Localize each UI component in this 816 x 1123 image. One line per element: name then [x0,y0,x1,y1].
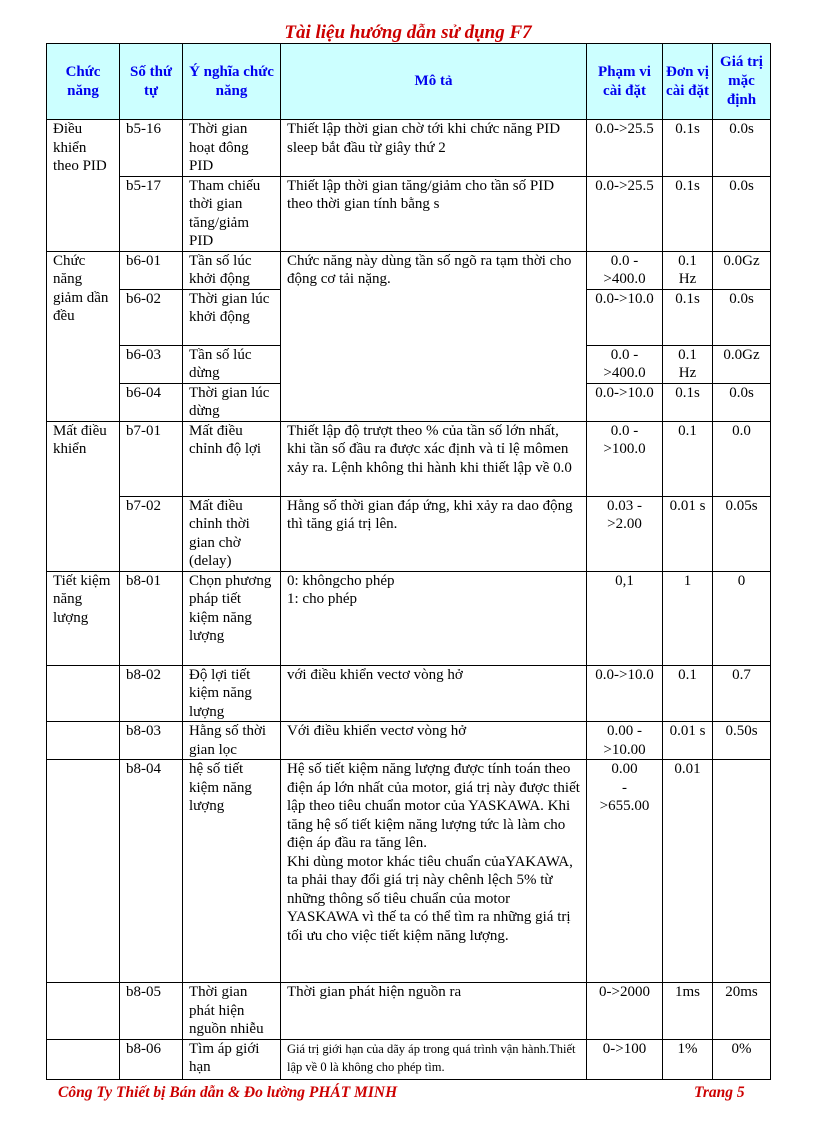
param-range: 0.0->10.0 [587,383,663,421]
param-meaning: Chọn phương pháp tiết kiệm năng lượng [183,571,281,665]
param-default: 0.0Gz [713,251,771,289]
param-range: 0,1 [587,571,663,665]
group-cell: Điều khiển theo PID [47,120,120,252]
group-cell-continued [47,983,120,1040]
group-cell-continued [47,722,120,760]
param-code: b8-04 [120,760,183,983]
table-header-row [47,44,771,120]
param-default: 0.0 [713,421,771,496]
param-meaning: Thời gian phát hiện nguồn nhiễu [183,983,281,1040]
param-range: 0.03 ->2.00 [587,496,663,571]
param-range: 0.0->25.5 [587,120,663,177]
group-cell: Chức năng giảm dần đều [47,251,120,421]
param-code: b8-02 [120,665,183,722]
param-range: 0.0 ->400.0 [587,345,663,383]
param-meaning: Độ lợi tiết kiệm năng lượng [183,665,281,722]
param-code: b6-04 [120,383,183,421]
param-meaning: Tần số lúc dừng [183,345,281,383]
group-cell-continued [47,665,120,722]
table-row [47,983,771,1040]
param-code: b5-16 [120,120,183,177]
param-range: 0->100 [587,1039,663,1079]
table-row [47,421,771,496]
param-meaning: Mất điều chỉnh độ lợi [183,421,281,496]
param-range [587,760,663,983]
param-default: 0.0s [713,120,771,177]
col-header-index: Số thứ tự [120,44,183,120]
table-row [47,496,771,571]
param-default: 0.0s [713,176,771,251]
desc-paragraph: Khi dùng motor khác tiêu chuẩn củaYAKAWA, ta phải thay đổi giá trị này chênh lệch 5% từ những thông số tiêu chuẩn của motor YASKAWA vì thế ta có thể tìm ra những giá trị tối ưu cho việc tiết kiệm năng lượng. [287,853,573,944]
param-unit: 0.01 [663,760,713,983]
param-unit: 0.1 [663,665,713,722]
param-range: 0->2000 [587,983,663,1040]
param-meaning: hệ số tiết kiệm năng lượng [183,760,281,983]
param-code: b6-03 [120,345,183,383]
param-default: 0.7 [713,665,771,722]
param-unit: 0.1s [663,120,713,177]
table-row [47,571,771,665]
table-row [47,760,771,983]
param-unit: 1% [663,1039,713,1079]
col-header-unit: Đơn vị cài đặt [663,44,713,120]
range-line: - [622,779,627,796]
param-description [281,571,587,665]
param-unit: 0.1 Hz [663,251,713,289]
param-code: b8-06 [120,1039,183,1079]
param-description: Chức năng này dùng tần số ngõ ra tạm thời cho động cơ tải nặng. [281,251,587,421]
col-header-function: Chức năng [47,44,120,120]
param-code: b7-02 [120,496,183,571]
param-default: 0.05s [713,496,771,571]
col-header-description: Mô tả [281,44,587,120]
parameter-table [46,43,771,1080]
param-description: Với điều khiển vectơ vòng hở [281,722,587,760]
param-unit: 0.1s [663,176,713,251]
param-unit: 0.1s [663,383,713,421]
param-code: b7-01 [120,421,183,496]
param-meaning: Thời gian lúc khởi động [183,289,281,345]
param-code: b6-01 [120,251,183,289]
param-range: 0.0->10.0 [587,665,663,722]
param-description: Thiết lập thời gian tăng/giảm cho tần số PID theo thời gian tính bằng s [281,176,587,251]
param-meaning: Tham chiếu thời gian tăng/giảm PID [183,176,281,251]
param-range: 0.0 ->100.0 [587,421,663,496]
col-header-default: Giá trị mặc định [713,44,771,120]
param-range: 0.00 ->10.00 [587,722,663,760]
table-row [47,176,771,251]
param-default: 0% [713,1039,771,1079]
param-unit: 1 [663,571,713,665]
table-row [47,722,771,760]
col-header-meaning: Ý nghĩa chức năng [183,44,281,120]
param-meaning: Mất điều chỉnh thời gian chờ (delay) [183,496,281,571]
group-cell: Tiết kiệm năng lượng [47,571,120,665]
param-description: Thiết lập thời gian chờ tới khi chức năng PID sleep bắt đầu từ giây thứ 2 [281,120,587,177]
table-row [47,665,771,722]
param-unit: 1ms [663,983,713,1040]
param-description: Thời gian phát hiện nguồn ra [281,983,587,1040]
param-description: Thiết lập độ trượt theo % của tần số lớn nhất, khi tần số đầu ra được xác định và tỉ lệ mômen xảy ra. Lệnh không thi hành khi thiết lập về 0.0 [281,421,587,496]
group-cell: Mất điều khiển [47,421,120,571]
param-unit: 0.1s [663,289,713,345]
desc-line: 1: cho phép [287,591,357,607]
param-default: 0.0Gz [713,345,771,383]
param-default [713,760,771,983]
param-meaning: Tìm áp giới hạn [183,1039,281,1079]
param-range: 0.0->10.0 [587,289,663,345]
group-cell-continued [47,1039,120,1079]
param-default: 0.0s [713,383,771,421]
param-code: b6-02 [120,289,183,345]
param-unit: 0.01 s [663,496,713,571]
param-default: 0.50s [713,722,771,760]
table-row [47,1039,771,1079]
param-range: 0.0->25.5 [587,176,663,251]
param-unit: 0.1 [663,421,713,496]
table-row [47,251,771,289]
param-range: 0.0 ->400.0 [587,251,663,289]
param-code: b8-05 [120,983,183,1040]
param-meaning: Thời gian lúc dừng [183,383,281,421]
desc-line: 0: khôngcho phép [287,572,395,589]
footer-company: Công Ty Thiết bị Bán dẫn & Đo lường PHÁT MINH [58,1084,398,1101]
param-code: b8-03 [120,722,183,760]
param-description: với điều khiển vectơ vòng hở [281,665,587,722]
col-header-range: Phạm vi cài đặt [587,44,663,120]
param-unit: 0.01 s [663,722,713,760]
group-cell-continued [47,760,120,983]
range-line: >655.00 [599,798,650,814]
param-description: Hằng số thời gian đáp ứng, khi xảy ra dao động thì tăng giá trị lên. [281,496,587,571]
range-line: 0.00 [611,761,638,777]
table-row [47,120,771,177]
param-code: b5-17 [120,176,183,251]
param-description [281,760,587,983]
param-default: 0.0s [713,289,771,345]
param-default: 0 [713,571,771,665]
param-unit: 0.1 Hz [663,345,713,383]
page-title: Tài liệu hướng dẫn sử dụng F7 [284,22,532,43]
desc-paragraph: Hệ số tiết kiệm năng lượng được tính toán theo điện áp lớn nhất của motor, giá trị này được thiết lập theo tiêu chuẩn motor của YASKAWA. Khi tăng hệ số tiết kiệm năng lượng tức là làm cho điện áp đầu ra tăng lên. [287,761,580,851]
param-description: Giá trị giới hạn của dãy áp trong quá trình vận hành.Thiết lập về 0 là không cho phép tìm. [281,1039,587,1079]
param-code: b8-01 [120,571,183,665]
param-meaning: Hằng số thời gian lọc [183,722,281,760]
footer-page-number: Trang 5 [694,1084,745,1101]
param-meaning: Thời gian hoạt đông PID [183,120,281,177]
param-meaning: Tần số lúc khởi động [183,251,281,289]
param-default: 20ms [713,983,771,1040]
